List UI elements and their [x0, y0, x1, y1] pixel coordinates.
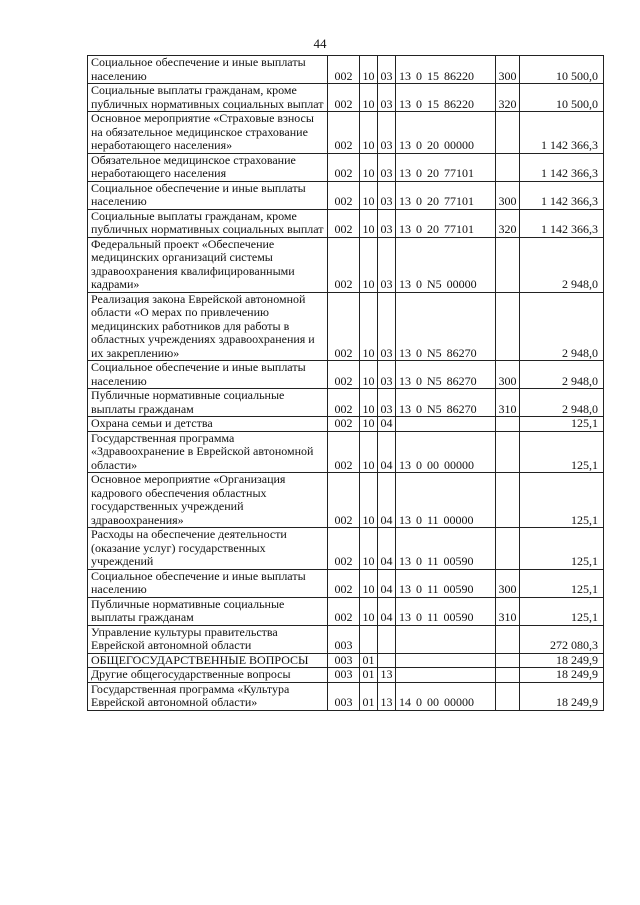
row-name-cell: Расходы на обеспечение деятельности (оказание услуг) государственных учреждений — [88, 528, 328, 570]
expense-type-cell — [496, 528, 520, 570]
amount-cell: 1 142 366,3 — [520, 153, 604, 181]
target-article-cell: 13 0 N5 86270 — [396, 389, 496, 417]
grbs-code-cell: 003 — [328, 668, 360, 683]
expense-type-cell: 310 — [496, 389, 520, 417]
section-code-cell: 10 — [360, 473, 378, 528]
section-code-cell: 10 — [360, 237, 378, 292]
expense-type-cell — [496, 682, 520, 710]
target-article-cell: 13 0 20 77101 — [396, 209, 496, 237]
target-article-cell — [396, 417, 496, 432]
subsection-code-cell: 04 — [378, 528, 396, 570]
subsection-code-cell: 03 — [378, 153, 396, 181]
expense-type-cell — [496, 653, 520, 668]
target-article-cell: 13 0 11 00590 — [396, 528, 496, 570]
table-row — [88, 56, 604, 84]
row-name-cell: Публичные нормативные социальные выплаты гражданам — [88, 597, 328, 625]
target-article-cell: 13 0 15 86220 — [396, 84, 496, 112]
row-name-cell: Государственная программа «Здравоохранение в Еврейской автономной области» — [88, 431, 328, 473]
table-row — [88, 668, 604, 683]
grbs-code-cell: 002 — [328, 84, 360, 112]
subsection-code-cell: 03 — [378, 389, 396, 417]
grbs-code-cell: 002 — [328, 473, 360, 528]
budget-table — [87, 55, 604, 711]
grbs-code-cell: 002 — [328, 389, 360, 417]
grbs-code-cell: 002 — [328, 597, 360, 625]
target-article-cell: 13 0 N5 86270 — [396, 292, 496, 361]
row-name-cell: Государственная программа «Культура Еврейской автономной области» — [88, 682, 328, 710]
amount-cell: 18 249,9 — [520, 653, 604, 668]
table-row — [88, 569, 604, 597]
target-article-cell: 13 0 15 86220 — [396, 56, 496, 84]
grbs-code-cell: 002 — [328, 431, 360, 473]
table-row — [88, 473, 604, 528]
amount-cell: 1 142 366,3 — [520, 209, 604, 237]
amount-cell: 18 249,9 — [520, 668, 604, 683]
subsection-code-cell — [378, 625, 396, 653]
target-article-cell — [396, 625, 496, 653]
expense-type-cell — [496, 625, 520, 653]
table-row — [88, 237, 604, 292]
amount-cell: 2 948,0 — [520, 237, 604, 292]
row-name-cell: Социальное обеспечение и иные выплаты населению — [88, 56, 328, 84]
subsection-code-cell — [378, 653, 396, 668]
section-code-cell: 10 — [360, 56, 378, 84]
row-name-cell: Обязательное медицинское страхование неработающего населения — [88, 153, 328, 181]
amount-cell: 10 500,0 — [520, 84, 604, 112]
table-row — [88, 597, 604, 625]
grbs-code-cell: 002 — [328, 417, 360, 432]
expense-type-cell — [496, 292, 520, 361]
amount-cell: 18 249,9 — [520, 682, 604, 710]
table-body — [88, 56, 604, 711]
expense-type-cell — [496, 473, 520, 528]
section-code-cell: 10 — [360, 112, 378, 154]
subsection-code-cell: 03 — [378, 292, 396, 361]
target-article-cell — [396, 653, 496, 668]
grbs-code-cell: 003 — [328, 653, 360, 668]
row-name-cell: Охрана семьи и детства — [88, 417, 328, 432]
grbs-code-cell: 002 — [328, 292, 360, 361]
expense-type-cell: 310 — [496, 597, 520, 625]
table-row — [88, 361, 604, 389]
subsection-code-cell: 13 — [378, 668, 396, 683]
subsection-code-cell: 03 — [378, 181, 396, 209]
section-code-cell: 10 — [360, 361, 378, 389]
table-row — [88, 84, 604, 112]
row-name-cell: Основное мероприятие «Организация кадрового обеспечения областных государственных учреждений здравоохранения» — [88, 473, 328, 528]
amount-cell: 125,1 — [520, 597, 604, 625]
grbs-code-cell: 003 — [328, 625, 360, 653]
target-article-cell: 13 0 11 00590 — [396, 569, 496, 597]
grbs-code-cell: 002 — [328, 56, 360, 84]
target-article-cell — [396, 668, 496, 683]
expense-type-cell — [496, 417, 520, 432]
amount-cell: 10 500,0 — [520, 56, 604, 84]
row-name-cell: Социальное обеспечение и иные выплаты населению — [88, 361, 328, 389]
amount-cell: 1 142 366,3 — [520, 181, 604, 209]
target-article-cell: 13 0 11 00000 — [396, 473, 496, 528]
amount-cell: 1 142 366,3 — [520, 112, 604, 154]
target-article-cell: 13 0 00 00000 — [396, 431, 496, 473]
subsection-code-cell: 03 — [378, 237, 396, 292]
expense-type-cell: 320 — [496, 84, 520, 112]
amount-cell: 272 080,3 — [520, 625, 604, 653]
target-article-cell: 13 0 N5 86270 — [396, 361, 496, 389]
section-code-cell: 10 — [360, 431, 378, 473]
target-article-cell: 14 0 00 00000 — [396, 682, 496, 710]
row-name-cell: Социальные выплаты гражданам, кроме публичных нормативных социальных выплат — [88, 84, 328, 112]
section-code-cell: 01 — [360, 668, 378, 683]
subsection-code-cell: 04 — [378, 569, 396, 597]
target-article-cell: 13 0 20 00000 — [396, 112, 496, 154]
expense-type-cell: 300 — [496, 56, 520, 84]
section-code-cell: 10 — [360, 528, 378, 570]
table-row — [88, 625, 604, 653]
grbs-code-cell: 003 — [328, 682, 360, 710]
table-row — [88, 181, 604, 209]
section-code-cell: 01 — [360, 653, 378, 668]
subsection-code-cell: 04 — [378, 431, 396, 473]
subsection-code-cell: 04 — [378, 597, 396, 625]
grbs-code-cell: 002 — [328, 569, 360, 597]
target-article-cell: 13 0 11 00590 — [396, 597, 496, 625]
expense-type-cell — [496, 237, 520, 292]
row-name-cell: Другие общегосударственные вопросы — [88, 668, 328, 683]
target-article-cell: 13 0 20 77101 — [396, 153, 496, 181]
table-row — [88, 389, 604, 417]
row-name-cell: Социальные выплаты гражданам, кроме публичных нормативных социальных выплат — [88, 209, 328, 237]
expense-type-cell — [496, 668, 520, 683]
table-row — [88, 209, 604, 237]
expense-type-cell — [496, 153, 520, 181]
section-code-cell — [360, 625, 378, 653]
table-row — [88, 112, 604, 154]
row-name-cell: Основное мероприятие «Страховые взносы на обязательное медицинское страхование неработающего населения» — [88, 112, 328, 154]
section-code-cell: 10 — [360, 569, 378, 597]
row-name-cell: ОБЩЕГОСУДАРСТВЕННЫЕ ВОПРОСЫ — [88, 653, 328, 668]
row-name-cell: Реализация закона Еврейской автономной области «О мерах по привлечению медицинских работников для работы в областных учреждениях здравоохранения и их закреплению» — [88, 292, 328, 361]
expense-type-cell: 300 — [496, 569, 520, 597]
expense-type-cell: 300 — [496, 181, 520, 209]
section-code-cell: 10 — [360, 181, 378, 209]
expense-type-cell — [496, 431, 520, 473]
row-name-cell: Социальное обеспечение и иные выплаты населению — [88, 181, 328, 209]
table-row — [88, 417, 604, 432]
section-code-cell: 10 — [360, 417, 378, 432]
table-row — [88, 528, 604, 570]
row-name-cell: Публичные нормативные социальные выплаты гражданам — [88, 389, 328, 417]
subsection-code-cell: 04 — [378, 417, 396, 432]
amount-cell: 125,1 — [520, 417, 604, 432]
target-article-cell: 13 0 20 77101 — [396, 181, 496, 209]
table-row — [88, 653, 604, 668]
section-code-cell: 10 — [360, 597, 378, 625]
amount-cell: 125,1 — [520, 569, 604, 597]
target-article-cell: 13 0 N5 00000 — [396, 237, 496, 292]
section-code-cell: 10 — [360, 209, 378, 237]
expense-type-cell: 320 — [496, 209, 520, 237]
grbs-code-cell: 002 — [328, 209, 360, 237]
amount-cell: 125,1 — [520, 473, 604, 528]
section-code-cell: 10 — [360, 292, 378, 361]
subsection-code-cell: 04 — [378, 473, 396, 528]
row-name-cell: Федеральный проект «Обеспечение медицинских организаций системы здравоохранения квалифицированными кадрами» — [88, 237, 328, 292]
grbs-code-cell: 002 — [328, 153, 360, 181]
amount-cell: 2 948,0 — [520, 292, 604, 361]
section-code-cell: 10 — [360, 84, 378, 112]
subsection-code-cell: 03 — [378, 209, 396, 237]
section-code-cell: 10 — [360, 153, 378, 181]
page-number: 44 — [313, 36, 327, 51]
subsection-code-cell: 03 — [378, 361, 396, 389]
grbs-code-cell: 002 — [328, 181, 360, 209]
table-row — [88, 292, 604, 361]
expense-type-cell: 300 — [496, 361, 520, 389]
amount-cell: 125,1 — [520, 431, 604, 473]
grbs-code-cell: 002 — [328, 361, 360, 389]
amount-cell: 2 948,0 — [520, 389, 604, 417]
expense-type-cell — [496, 112, 520, 154]
amount-cell: 125,1 — [520, 528, 604, 570]
table-row — [88, 431, 604, 473]
subsection-code-cell: 13 — [378, 682, 396, 710]
amount-cell: 2 948,0 — [520, 361, 604, 389]
section-code-cell: 10 — [360, 389, 378, 417]
table-row — [88, 682, 604, 710]
subsection-code-cell: 03 — [378, 84, 396, 112]
grbs-code-cell: 002 — [328, 237, 360, 292]
section-code-cell: 01 — [360, 682, 378, 710]
subsection-code-cell: 03 — [378, 56, 396, 84]
grbs-code-cell: 002 — [328, 528, 360, 570]
subsection-code-cell: 03 — [378, 112, 396, 154]
grbs-code-cell: 002 — [328, 112, 360, 154]
row-name-cell: Управление культуры правительства Еврейской автономной области — [88, 625, 328, 653]
row-name-cell: Социальное обеспечение и иные выплаты населению — [88, 569, 328, 597]
table-row — [88, 153, 604, 181]
